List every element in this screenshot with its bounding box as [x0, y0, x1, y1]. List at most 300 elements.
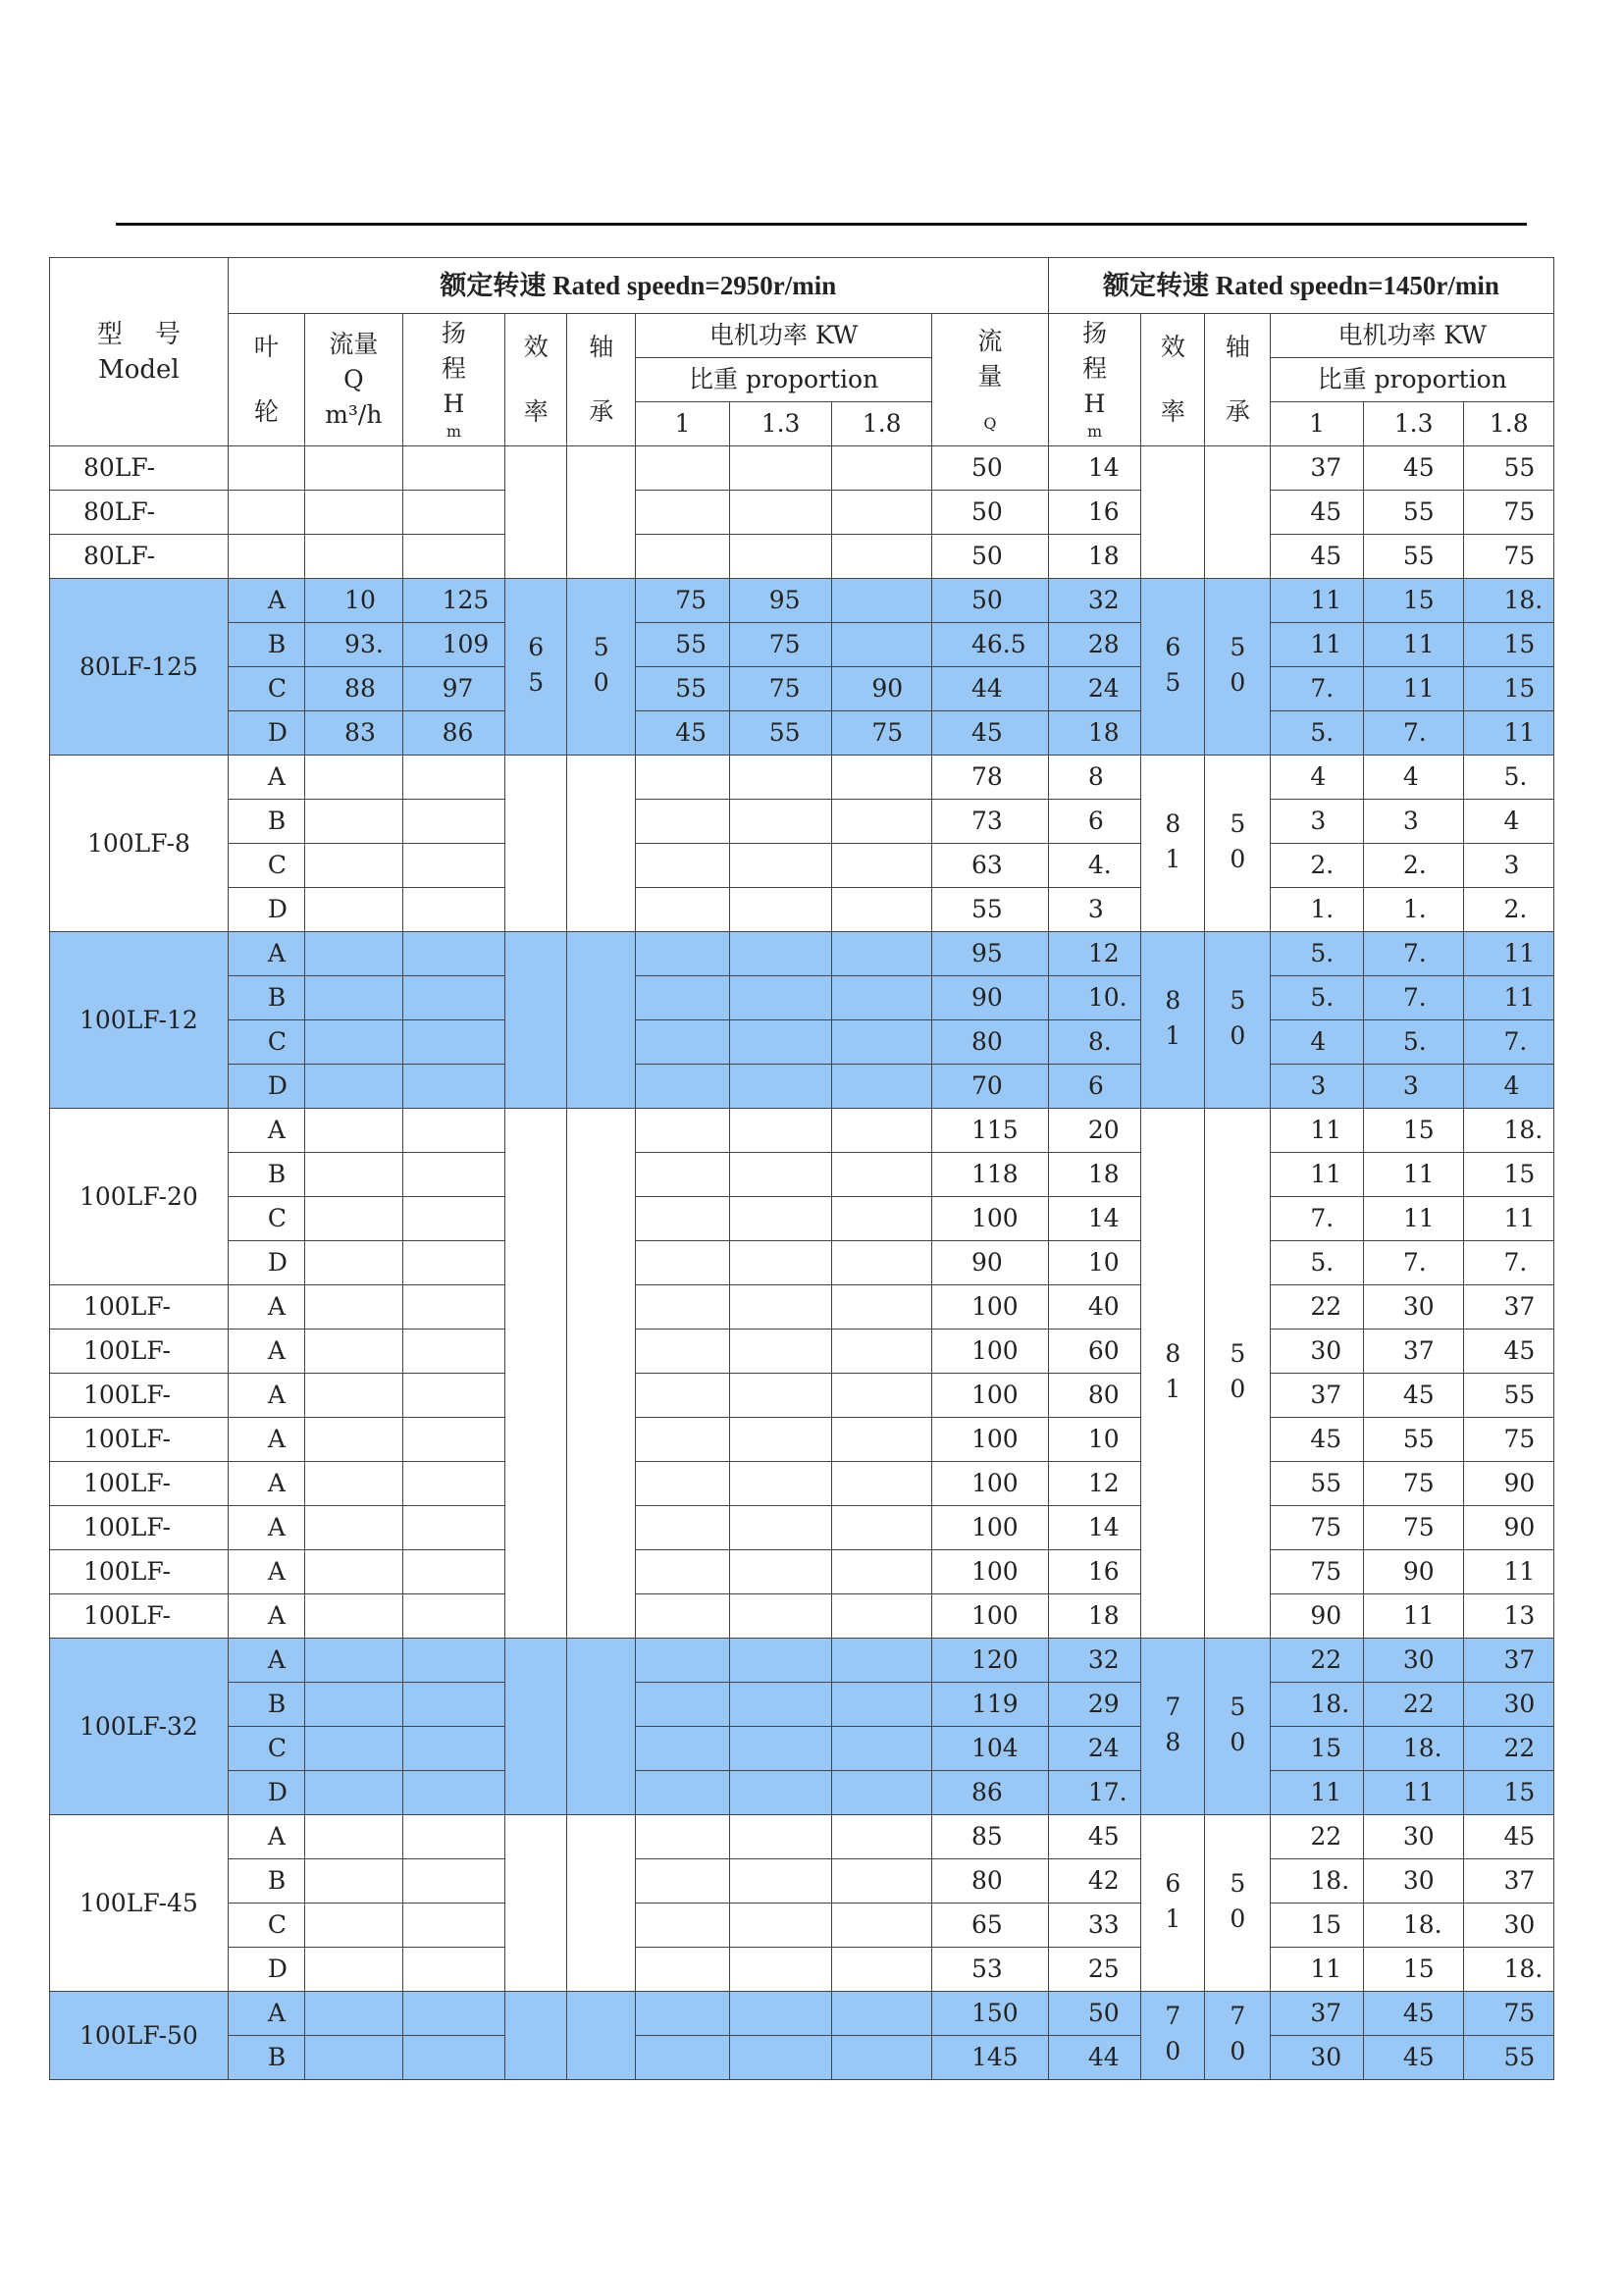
power-1-cell — [636, 1330, 729, 1374]
head2-cell: 16 — [1048, 1550, 1140, 1594]
efficiency2-cell-digit: 0 — [1165, 2036, 1181, 2065]
model-cell: 100LF- — [50, 1285, 229, 1330]
power2-1-cell: 15 — [1271, 1727, 1363, 1771]
power2-1-8-cell: 75 — [1464, 1418, 1554, 1462]
head-cell — [402, 1683, 505, 1727]
head-cell — [402, 1594, 505, 1639]
power-1-cell — [636, 2036, 729, 2080]
power2-1-8-cell: 45 — [1464, 1330, 1554, 1374]
flow2-cell: 100 — [931, 1550, 1048, 1594]
efficiency-cell — [505, 932, 567, 1109]
power-1-8-cell: 90 — [832, 667, 932, 711]
flow-header — [305, 314, 403, 446]
flow2-char: 流 — [977, 327, 1003, 355]
head-cell — [402, 756, 505, 800]
power-1-cell — [636, 1462, 729, 1506]
proportion2-1-3: 1.3 — [1363, 402, 1464, 446]
power2-1-cell: 75 — [1271, 1506, 1363, 1550]
power-1-cell — [636, 1948, 729, 1992]
head-cell — [402, 1285, 505, 1330]
power-1-cell — [636, 1418, 729, 1462]
efficiency-cell — [505, 446, 567, 579]
power2-1-8-cell: 75 — [1464, 1992, 1554, 2036]
table-row — [50, 1285, 1554, 1330]
head-cell — [402, 535, 505, 579]
flow-cell — [305, 491, 403, 535]
head2-cell: 14 — [1048, 1506, 1140, 1550]
power-1-3-cell — [729, 800, 832, 844]
bearing-cell-digit: 0 — [593, 667, 609, 697]
table-body — [50, 446, 1554, 2080]
head2-cell: 12 — [1048, 932, 1140, 976]
bearing-char: 承 — [589, 397, 614, 426]
table-row — [50, 1241, 1554, 1285]
head2-cell: 14 — [1048, 1197, 1140, 1241]
flow2-cell: 90 — [931, 976, 1048, 1020]
table-row — [50, 1992, 1554, 2036]
power2-1-cell: 15 — [1271, 1904, 1363, 1948]
power-1-8-cell — [832, 1153, 932, 1197]
flow-cell — [305, 888, 403, 932]
flow-cell — [305, 976, 403, 1020]
head-cell — [402, 1109, 505, 1153]
power-1-cell — [636, 976, 729, 1020]
flow-cell — [305, 2036, 403, 2080]
power2-1-8-cell: 18. — [1464, 1948, 1554, 1992]
power2-1-8-cell: 55 — [1464, 446, 1554, 491]
power2-1-cell: 30 — [1271, 1330, 1363, 1374]
head-cell — [402, 1462, 505, 1506]
efficiency2-cell-digit: 8 — [1165, 1727, 1181, 1756]
impeller-cell: A — [228, 1639, 304, 1683]
power-1-8-cell — [832, 1462, 932, 1506]
head2-cell: 18 — [1048, 535, 1140, 579]
table-row — [50, 1550, 1554, 1594]
table-row — [50, 800, 1554, 844]
flow2-cell: 50 — [931, 579, 1048, 623]
table-row — [50, 1683, 1554, 1727]
power-1-8-cell — [832, 1771, 932, 1815]
head2-cell: 42 — [1048, 1859, 1140, 1904]
model-cell: 100LF-50 — [50, 1992, 229, 2080]
efficiency2-cell — [1141, 756, 1205, 932]
model-cell: 100LF-12 — [50, 932, 229, 1109]
power2-1-cell: 5. — [1271, 976, 1363, 1020]
head-cell — [402, 1992, 505, 2036]
power2-1-8-cell: 15 — [1464, 667, 1554, 711]
head2-header — [1048, 314, 1140, 446]
efficiency2-cell-digit: 5 — [1165, 667, 1181, 697]
model-header — [50, 258, 229, 446]
head2-cell: 24 — [1048, 1727, 1140, 1771]
power-1-3-cell — [729, 2036, 832, 2080]
head2-cell: 60 — [1048, 1330, 1140, 1374]
bearing-cell — [567, 932, 636, 1109]
power2-1-3-cell: 55 — [1363, 535, 1464, 579]
power-1-cell — [636, 1683, 729, 1727]
efficiency-cell — [505, 1815, 567, 1992]
power2-1-8-cell: 7. — [1464, 1241, 1554, 1285]
bearing-cell — [567, 1815, 636, 1992]
efficiency2-cell-digit: 6 — [1165, 632, 1181, 661]
head-cell — [402, 446, 505, 491]
head-cell — [402, 1241, 505, 1285]
power2-1-cell: 18. — [1271, 1859, 1363, 1904]
power-1-8-cell — [832, 888, 932, 932]
efficiency2-cell — [1141, 1815, 1205, 1992]
power2-1-3-cell: 45 — [1363, 446, 1464, 491]
bearing-cell — [567, 579, 636, 756]
model-header-en: Model — [98, 354, 180, 385]
head-cell — [402, 932, 505, 976]
power2-1-cell: 11 — [1271, 1948, 1363, 1992]
power2-1-cell: 45 — [1271, 1418, 1363, 1462]
flow2-cell: 95 — [931, 932, 1048, 976]
table-row — [50, 667, 1554, 711]
power-1-cell — [636, 932, 729, 976]
head-cell: 125 — [402, 579, 505, 623]
head2-cell: 24 — [1048, 667, 1140, 711]
power-1-8-cell — [832, 1065, 932, 1109]
power2-1-3-cell: 90 — [1363, 1550, 1464, 1594]
impeller-cell: A — [228, 1594, 304, 1639]
table-row — [50, 535, 1554, 579]
power-1-3-cell — [729, 1550, 832, 1594]
bearing-cell — [567, 1639, 636, 1815]
power-1-cell — [636, 1285, 729, 1330]
head2-cell: 12 — [1048, 1462, 1140, 1506]
power2-1-cell: 37 — [1271, 1374, 1363, 1418]
impeller-cell: A — [228, 1462, 304, 1506]
impeller-cell: D — [228, 1948, 304, 1992]
power2-1-8-cell: 11 — [1464, 932, 1554, 976]
model-cell: 100LF-45 — [50, 1815, 229, 1992]
power2-1-3-cell: 3 — [1363, 1065, 1464, 1109]
efficiency2-cell — [1141, 1109, 1205, 1639]
proportion-1-8: 1.8 — [832, 402, 932, 446]
power2-1-cell: 11 — [1271, 1153, 1363, 1197]
proportion-1-3: 1.3 — [729, 402, 832, 446]
power-1-cell — [636, 888, 729, 932]
bearing2-cell-digit: 0 — [1230, 667, 1246, 697]
power2-1-3-cell: 11 — [1363, 667, 1464, 711]
power-1-cell — [636, 1904, 729, 1948]
flow2-cell: 104 — [931, 1727, 1048, 1771]
bearing2-cell-digit: 0 — [1230, 1020, 1246, 1050]
table-row — [50, 1462, 1554, 1506]
impeller-cell: C — [228, 1197, 304, 1241]
flow2-cell: 45 — [931, 711, 1048, 756]
impeller-cell: D — [228, 1065, 304, 1109]
head-cell — [402, 1020, 505, 1065]
power-1-3-cell — [729, 1065, 832, 1109]
model-cell: 80LF- — [50, 491, 229, 535]
flow-header-zh: 流量 — [329, 330, 379, 358]
power2-1-8-cell: 11 — [1464, 1197, 1554, 1241]
power2-1-cell: 55 — [1271, 1462, 1363, 1506]
power-1-cell — [636, 1241, 729, 1285]
flow2-cell: 86 — [931, 1771, 1048, 1815]
power2-1-cell: 7. — [1271, 1197, 1363, 1241]
table-row — [50, 579, 1554, 623]
power2-1-cell: 5. — [1271, 1241, 1363, 1285]
head-cell — [402, 1065, 505, 1109]
flow2-cell: 70 — [931, 1065, 1048, 1109]
flow2-cell: 90 — [931, 1241, 1048, 1285]
flow-cell — [305, 1594, 403, 1639]
power2-1-8-cell: 11 — [1464, 711, 1554, 756]
power-1-cell — [636, 844, 729, 888]
efficiency-cell-digit: 5 — [528, 667, 545, 697]
bearing2-cell-digit: 5 — [1230, 1692, 1246, 1721]
proportion-header: 比重 proportion — [636, 358, 932, 402]
head-char: m — [445, 422, 461, 441]
power-1-3-cell — [729, 756, 832, 800]
power-1-3-cell — [729, 1418, 832, 1462]
power2-1-3-cell: 1. — [1363, 888, 1464, 932]
impeller-cell: D — [228, 888, 304, 932]
bearing2-cell — [1205, 1815, 1271, 1992]
power-1-3-cell — [729, 1815, 832, 1859]
table-row — [50, 1859, 1554, 1904]
efficiency-cell-digit: 6 — [528, 632, 545, 661]
power-1-3-cell — [729, 1462, 832, 1506]
power2-1-3-cell: 7. — [1363, 932, 1464, 976]
impeller-cell: B — [228, 2036, 304, 2080]
power-1-3-cell — [729, 1197, 832, 1241]
head2-cell: 10. — [1048, 976, 1140, 1020]
head-cell — [402, 1639, 505, 1683]
head-cell — [402, 976, 505, 1020]
flow-cell — [305, 1285, 403, 1330]
impeller-cell: B — [228, 1153, 304, 1197]
table-row — [50, 1948, 1554, 1992]
efficiency-cell — [505, 579, 567, 756]
head2-cell: 3 — [1048, 888, 1140, 932]
flow-cell — [305, 1374, 403, 1418]
flow2-cell: 100 — [931, 1462, 1048, 1506]
power-1-8-cell — [832, 1506, 932, 1550]
table-row — [50, 1639, 1554, 1683]
bearing2-cell — [1205, 1109, 1271, 1639]
bearing2-cell-digit: 0 — [1230, 2036, 1246, 2065]
flow2-cell: 100 — [931, 1330, 1048, 1374]
head-header — [402, 314, 505, 446]
bearing-char: 轴 — [589, 333, 614, 361]
model-cell: 100LF-20 — [50, 1109, 229, 1285]
power2-1-3-cell: 37 — [1363, 1330, 1464, 1374]
efficiency2-cell-digit: 1 — [1165, 844, 1181, 873]
table-row — [50, 976, 1554, 1020]
power2-1-cell: 11 — [1271, 579, 1363, 623]
efficiency2-cell-digit: 8 — [1165, 1338, 1181, 1368]
head2-cell: 14 — [1048, 446, 1140, 491]
power-1-cell — [636, 1992, 729, 2036]
power2-1-3-cell: 15 — [1363, 579, 1464, 623]
power-1-cell — [636, 1771, 729, 1815]
efficiency2-cell-digit: 8 — [1165, 985, 1181, 1015]
flow-cell — [305, 1197, 403, 1241]
flow2-cell: 53 — [931, 1948, 1048, 1992]
power2-1-cell: 75 — [1271, 1550, 1363, 1594]
power2-1-3-cell: 11 — [1363, 1197, 1464, 1241]
impeller-cell: A — [228, 932, 304, 976]
impeller-cell: D — [228, 711, 304, 756]
power2-1-cell: 30 — [1271, 2036, 1363, 2080]
impeller-cell: B — [228, 800, 304, 844]
impeller-cell: A — [228, 1285, 304, 1330]
flow-cell — [305, 1727, 403, 1771]
flow-cell — [305, 932, 403, 976]
power2-1-8-cell: 37 — [1464, 1639, 1554, 1683]
flow2-cell: 80 — [931, 1020, 1048, 1065]
head2-cell: 50 — [1048, 1992, 1140, 2036]
head2-cell: 80 — [1048, 1374, 1140, 1418]
flow-cell — [305, 446, 403, 491]
power-1-cell — [636, 1153, 729, 1197]
power2-1-8-cell: 5. — [1464, 756, 1554, 800]
table-row — [50, 888, 1554, 932]
bearing2-cell-digit: 5 — [1230, 632, 1246, 661]
power2-1-3-cell: 7. — [1363, 976, 1464, 1020]
table-row — [50, 1109, 1554, 1153]
power2-1-cell: 22 — [1271, 1285, 1363, 1330]
power2-1-8-cell: 7. — [1464, 1020, 1554, 1065]
power2-1-3-cell: 55 — [1363, 1418, 1464, 1462]
head2-cell: 32 — [1048, 579, 1140, 623]
table-row — [50, 1197, 1554, 1241]
model-cell: 100LF- — [50, 1418, 229, 1462]
head2-cell: 18 — [1048, 711, 1140, 756]
table-row — [50, 1506, 1554, 1550]
flow-cell — [305, 844, 403, 888]
power-1-3-cell — [729, 932, 832, 976]
rated-speed-2950-header: 额定转速 Rated speedn=2950r/min — [228, 258, 1048, 314]
table-row — [50, 1727, 1554, 1771]
power-1-cell — [636, 1639, 729, 1683]
impeller-cell: D — [228, 1771, 304, 1815]
model-cell: 100LF- — [50, 1462, 229, 1506]
flow2-cell: 100 — [931, 1594, 1048, 1639]
power-1-8-cell — [832, 756, 932, 800]
power2-1-cell: 11 — [1271, 1771, 1363, 1815]
power2-1-8-cell: 75 — [1464, 491, 1554, 535]
flow-cell — [305, 1462, 403, 1506]
power2-1-8-cell: 37 — [1464, 1859, 1554, 1904]
efficiency2-char: 率 — [1160, 397, 1185, 426]
bearing2-cell — [1205, 579, 1271, 756]
table-row — [50, 1020, 1554, 1065]
efficiency-cell — [505, 756, 567, 932]
flow2-cell: 100 — [931, 1374, 1048, 1418]
head-cell: 109 — [402, 623, 505, 667]
flow2-cell: 50 — [931, 446, 1048, 491]
power2-1-cell: 7. — [1271, 667, 1363, 711]
power2-1-cell: 11 — [1271, 623, 1363, 667]
power2-1-8-cell: 3 — [1464, 844, 1554, 888]
bearing2-char: 轴 — [1225, 333, 1250, 361]
flow2-cell: 119 — [931, 1683, 1048, 1727]
power2-1-8-cell: 55 — [1464, 1374, 1554, 1418]
head2-cell: 28 — [1048, 623, 1140, 667]
model-cell: 100LF- — [50, 1594, 229, 1639]
model-header-zh: 型 号 — [96, 319, 181, 349]
head-cell — [402, 1771, 505, 1815]
flow2-cell: 50 — [931, 535, 1048, 579]
power-1-3-cell: 55 — [729, 711, 832, 756]
power-1-cell: 55 — [636, 623, 729, 667]
power2-1-3-cell: 30 — [1363, 1859, 1464, 1904]
power-1-8-cell — [832, 1020, 932, 1065]
power-1-8-cell — [832, 1948, 932, 1992]
power2-1-8-cell: 22 — [1464, 1727, 1554, 1771]
power2-1-3-cell: 11 — [1363, 1153, 1464, 1197]
efficiency-char: 率 — [523, 397, 549, 426]
power-1-3-cell — [729, 888, 832, 932]
power-1-cell — [636, 1374, 729, 1418]
power2-1-3-cell: 7. — [1363, 711, 1464, 756]
head-char: 程 — [441, 354, 466, 383]
power2-1-cell: 22 — [1271, 1815, 1363, 1859]
power-1-8-cell — [832, 976, 932, 1020]
power-1-cell — [636, 800, 729, 844]
flow2-cell: 100 — [931, 1197, 1048, 1241]
efficiency2-cell-digit: 7 — [1165, 2001, 1181, 2030]
impeller-char: 叶 — [253, 333, 279, 361]
flow-cell — [305, 1241, 403, 1285]
power-1-8-cell — [832, 844, 932, 888]
head2-cell: 6 — [1048, 1065, 1140, 1109]
head2-char: 扬 — [1082, 319, 1108, 347]
flow2-cell: 63 — [931, 844, 1048, 888]
flow-cell: 83 — [305, 711, 403, 756]
impeller-cell: C — [228, 667, 304, 711]
table-row — [50, 623, 1554, 667]
impeller-cell: C — [228, 1020, 304, 1065]
motor-power-header: 电机功率 KW — [636, 314, 932, 358]
power2-1-cell: 2. — [1271, 844, 1363, 888]
power-1-8-cell — [832, 1285, 932, 1330]
head2-cell: 45 — [1048, 1815, 1140, 1859]
power-1-3-cell — [729, 1859, 832, 1904]
power-1-cell — [636, 446, 729, 491]
efficiency2-cell-digit: 8 — [1165, 808, 1181, 838]
power2-1-8-cell: 18. — [1464, 1109, 1554, 1153]
model-cell: 100LF- — [50, 1506, 229, 1550]
flow-cell — [305, 1771, 403, 1815]
power2-1-3-cell: 18. — [1363, 1904, 1464, 1948]
power2-1-3-cell: 45 — [1363, 2036, 1464, 2080]
impeller-cell: A — [228, 579, 304, 623]
power2-1-cell: 3 — [1271, 1065, 1363, 1109]
bearing2-cell-digit: 0 — [1230, 844, 1246, 873]
power2-1-cell: 5. — [1271, 711, 1363, 756]
power-1-cell — [636, 1727, 729, 1771]
flow-cell — [305, 1992, 403, 2036]
head-char: H — [443, 390, 465, 418]
table-row — [50, 1771, 1554, 1815]
proportion2-1-8: 1.8 — [1464, 402, 1554, 446]
table-row — [50, 491, 1554, 535]
head-cell — [402, 491, 505, 535]
flow-cell — [305, 1815, 403, 1859]
power2-1-3-cell: 11 — [1363, 623, 1464, 667]
power2-1-3-cell: 3 — [1363, 800, 1464, 844]
flow2-cell: 50 — [931, 491, 1048, 535]
power-1-8-cell — [832, 1683, 932, 1727]
bearing-cell — [567, 756, 636, 932]
power-1-3-cell — [729, 1992, 832, 2036]
